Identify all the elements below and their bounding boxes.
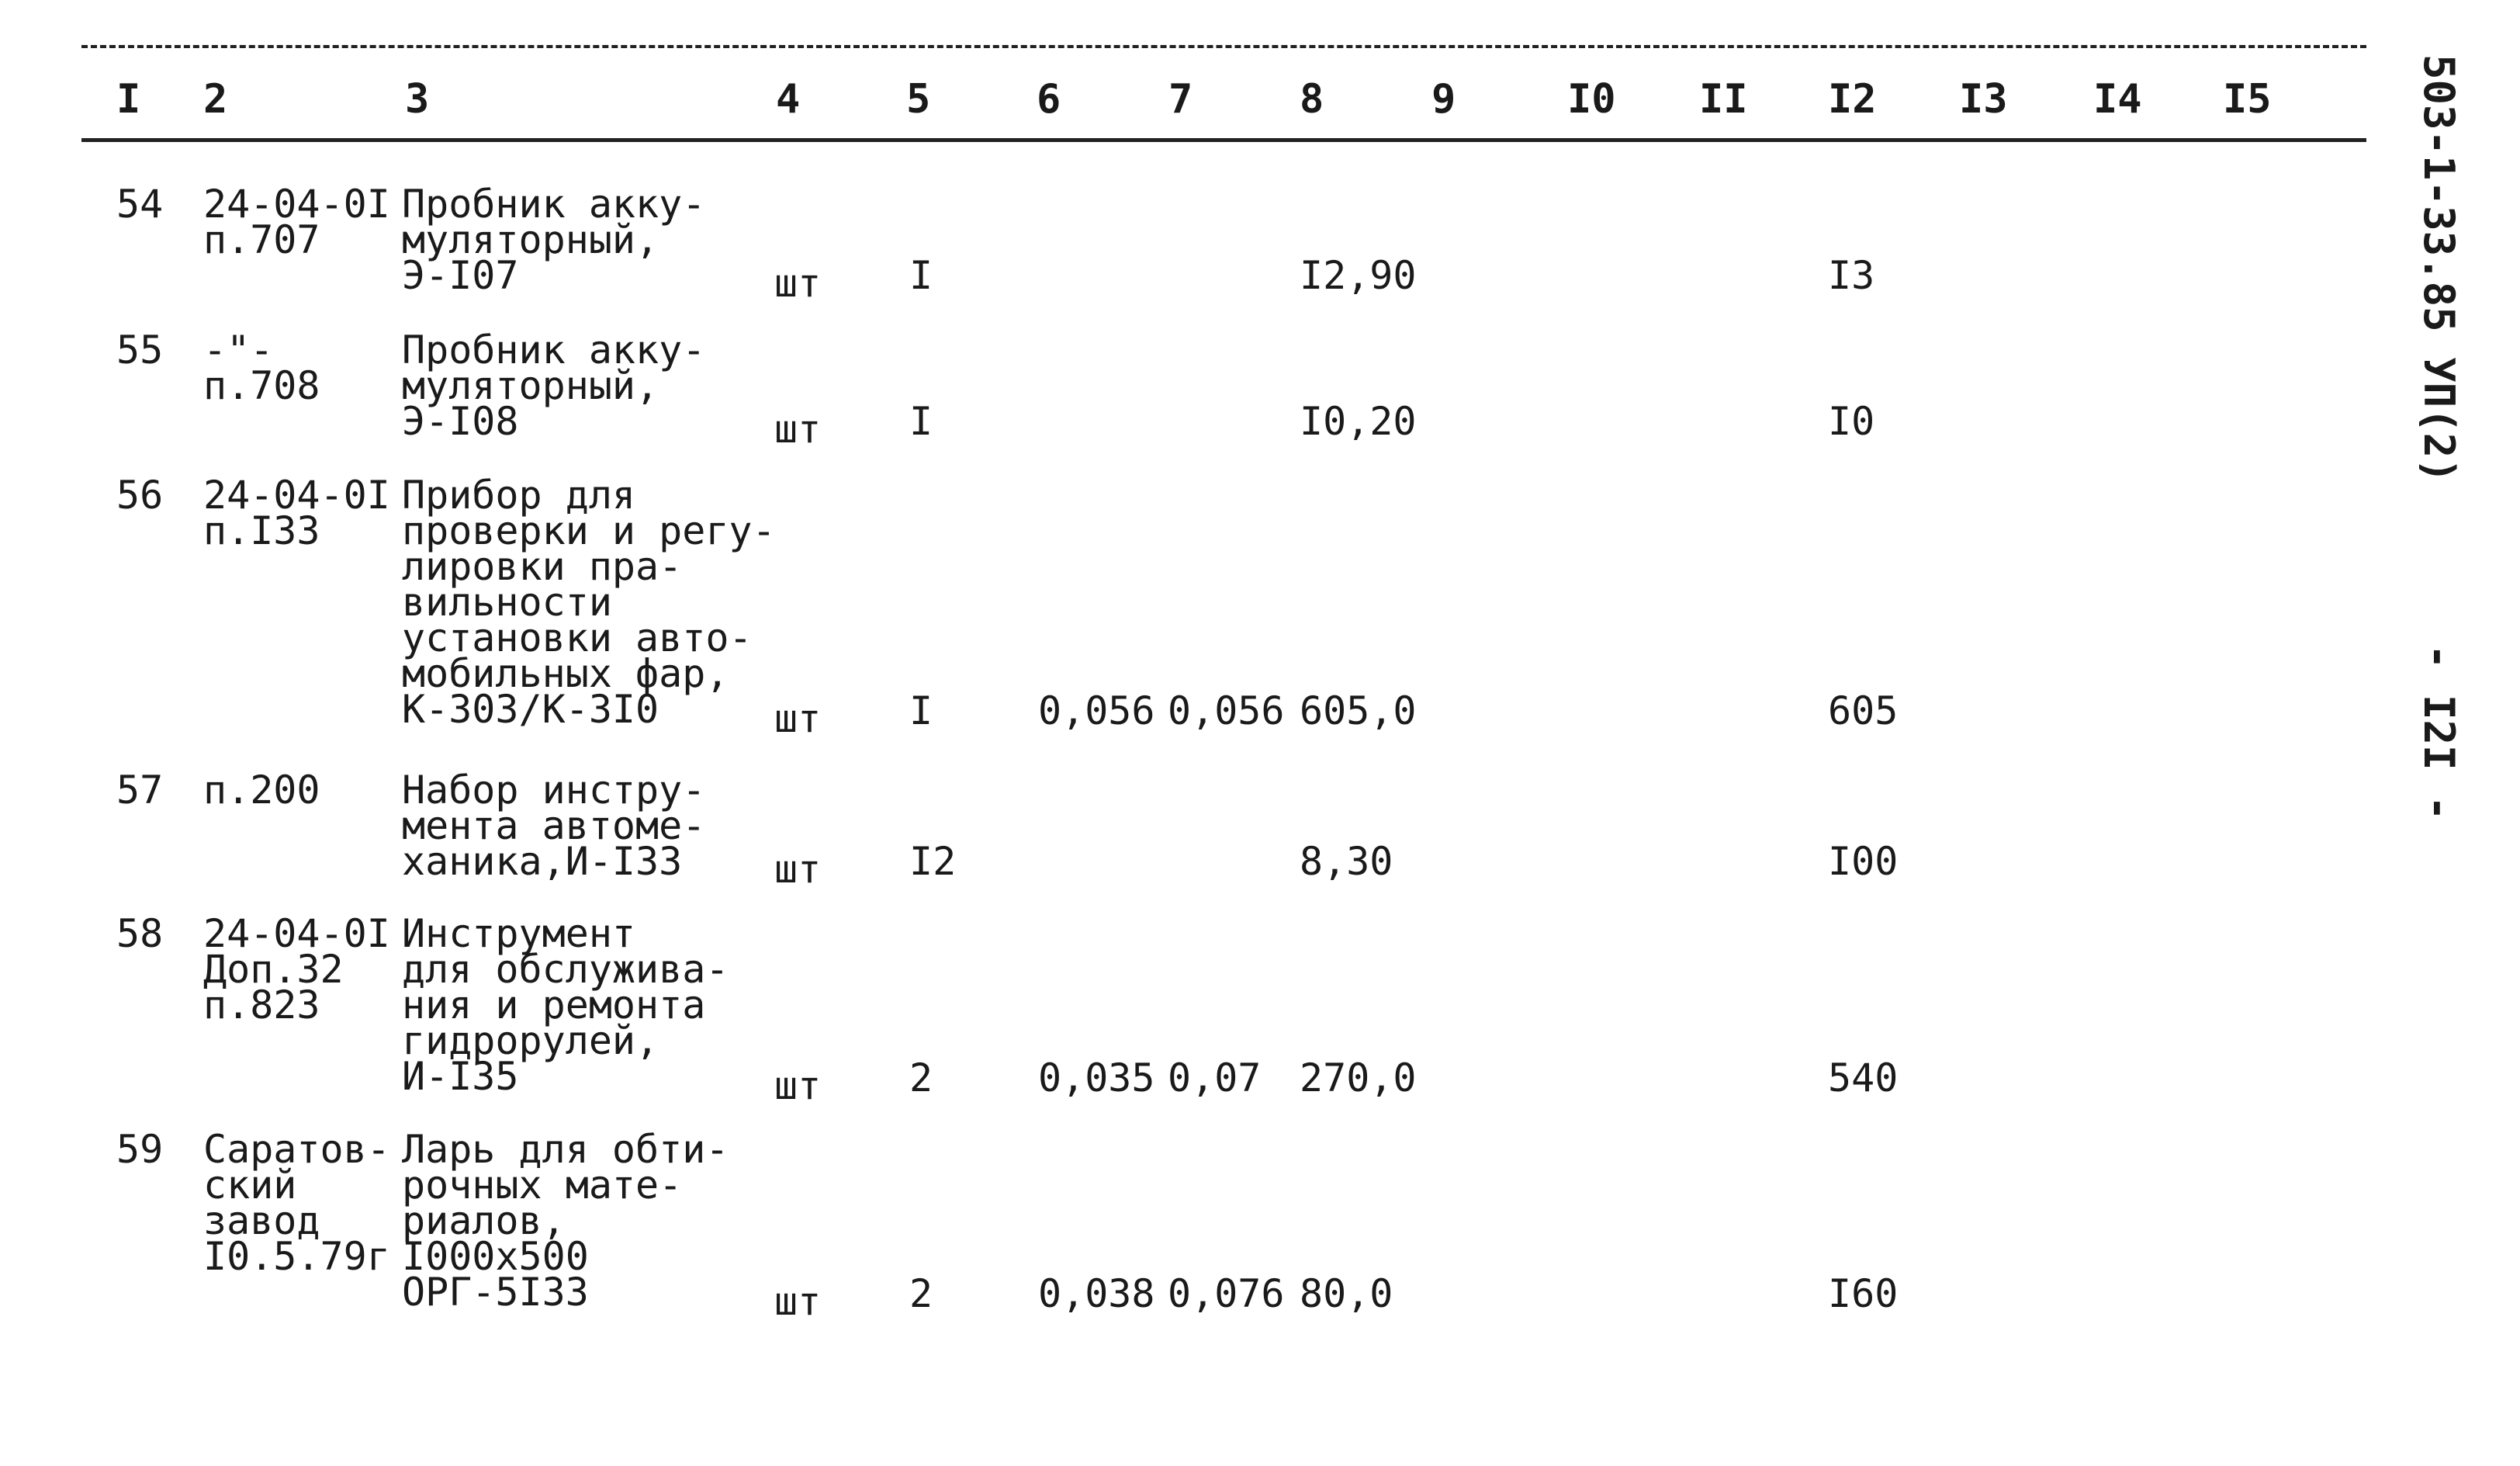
- row-col6: 0,056: [1038, 688, 1155, 733]
- row-number: 55: [116, 328, 164, 373]
- row-col12: 605: [1828, 688, 1899, 733]
- row-name: Пробник акку- муляторный, Э-I07: [402, 182, 706, 298]
- row-code: 24-04-0I Доп.32 п.823: [203, 911, 390, 1028]
- row-code: п.200: [203, 768, 320, 813]
- row-code: 24-04-0I п.707: [203, 182, 390, 262]
- row-number: 56: [116, 473, 164, 518]
- col-header-8: 8: [1300, 76, 1324, 123]
- col-header-4: 4: [776, 76, 801, 123]
- col-header-6: 6: [1037, 76, 1061, 123]
- row-col12: I60: [1828, 1271, 1899, 1316]
- row-col7: 0,056: [1168, 688, 1285, 733]
- row-quantity: 2: [909, 1271, 933, 1316]
- row-unit: шт: [774, 407, 822, 452]
- row-col12: I3: [1828, 253, 1875, 298]
- side-page-number: - I2I -: [2414, 644, 2463, 821]
- row-col8: I2,90: [1300, 253, 1417, 298]
- row-code: -"- п.708: [203, 328, 320, 408]
- col-header-5: 5: [906, 76, 931, 123]
- row-col8: 270,0: [1300, 1055, 1417, 1100]
- row-quantity: I: [909, 253, 933, 298]
- row-col7: 0,07: [1168, 1055, 1262, 1100]
- row-number: 59: [116, 1127, 164, 1172]
- row-number: 54: [116, 182, 164, 227]
- col-header-13: I3: [1959, 76, 2008, 123]
- col-header-9: 9: [1431, 76, 1456, 123]
- row-unit: шт: [774, 1279, 822, 1324]
- row-col12: 540: [1828, 1055, 1899, 1100]
- row-name: Набор инстру- мента автоме- ханика,И-I33: [402, 768, 706, 884]
- col-header-11: II: [1699, 76, 1748, 123]
- row-code: Саратов- ский завод I0.5.79г: [203, 1127, 390, 1279]
- row-col8: I0,20: [1300, 399, 1417, 444]
- row-col12: I0: [1828, 399, 1875, 444]
- col-header-10: I0: [1567, 76, 1616, 123]
- header-rule: [81, 138, 2366, 142]
- row-name: Пробник акку- муляторный, Э-I08: [402, 328, 706, 444]
- row-col8: 8,30: [1300, 839, 1393, 884]
- row-name: Ларь для обти- рочных мате- риалов, I000х500 ОРГ-5I33: [402, 1127, 729, 1315]
- row-quantity: 2: [909, 1055, 933, 1100]
- col-header-1: I: [116, 76, 141, 123]
- row-col8: 80,0: [1300, 1271, 1393, 1316]
- top-rule: [81, 45, 2366, 48]
- row-unit: шт: [774, 696, 822, 741]
- row-quantity: I: [909, 399, 933, 444]
- row-col6: 0,038: [1038, 1271, 1155, 1316]
- row-col8: 605,0: [1300, 688, 1417, 733]
- row-code: 24-04-0I п.I33: [203, 473, 390, 553]
- row-unit: шт: [774, 1063, 822, 1108]
- row-name: Инструмент для обслужива- ния и ремонта гидрорулей, И-I35: [402, 911, 729, 1099]
- row-unit: шт: [774, 847, 822, 892]
- col-header-7: 7: [1168, 76, 1193, 123]
- col-header-2: 2: [203, 76, 228, 123]
- col-header-14: I4: [2093, 76, 2142, 123]
- row-col6: 0,035: [1038, 1055, 1155, 1100]
- side-doc-code: 503-1-33.85 УП(2): [2414, 54, 2463, 483]
- col-header-3: 3: [405, 76, 430, 123]
- row-quantity: I: [909, 688, 933, 733]
- row-col12: I00: [1828, 839, 1899, 884]
- row-name: Прибор для проверки и регу- лировки пра- вильности установки авто- мобильных фар, К-303/К-3I0: [402, 473, 776, 732]
- row-unit: шт: [774, 261, 822, 306]
- col-header-15: I5: [2223, 76, 2272, 123]
- row-number: 58: [116, 911, 164, 956]
- row-col7: 0,076: [1168, 1271, 1285, 1316]
- row-number: 57: [116, 768, 164, 813]
- row-quantity: I2: [909, 839, 957, 884]
- col-header-12: I2: [1828, 76, 1877, 123]
